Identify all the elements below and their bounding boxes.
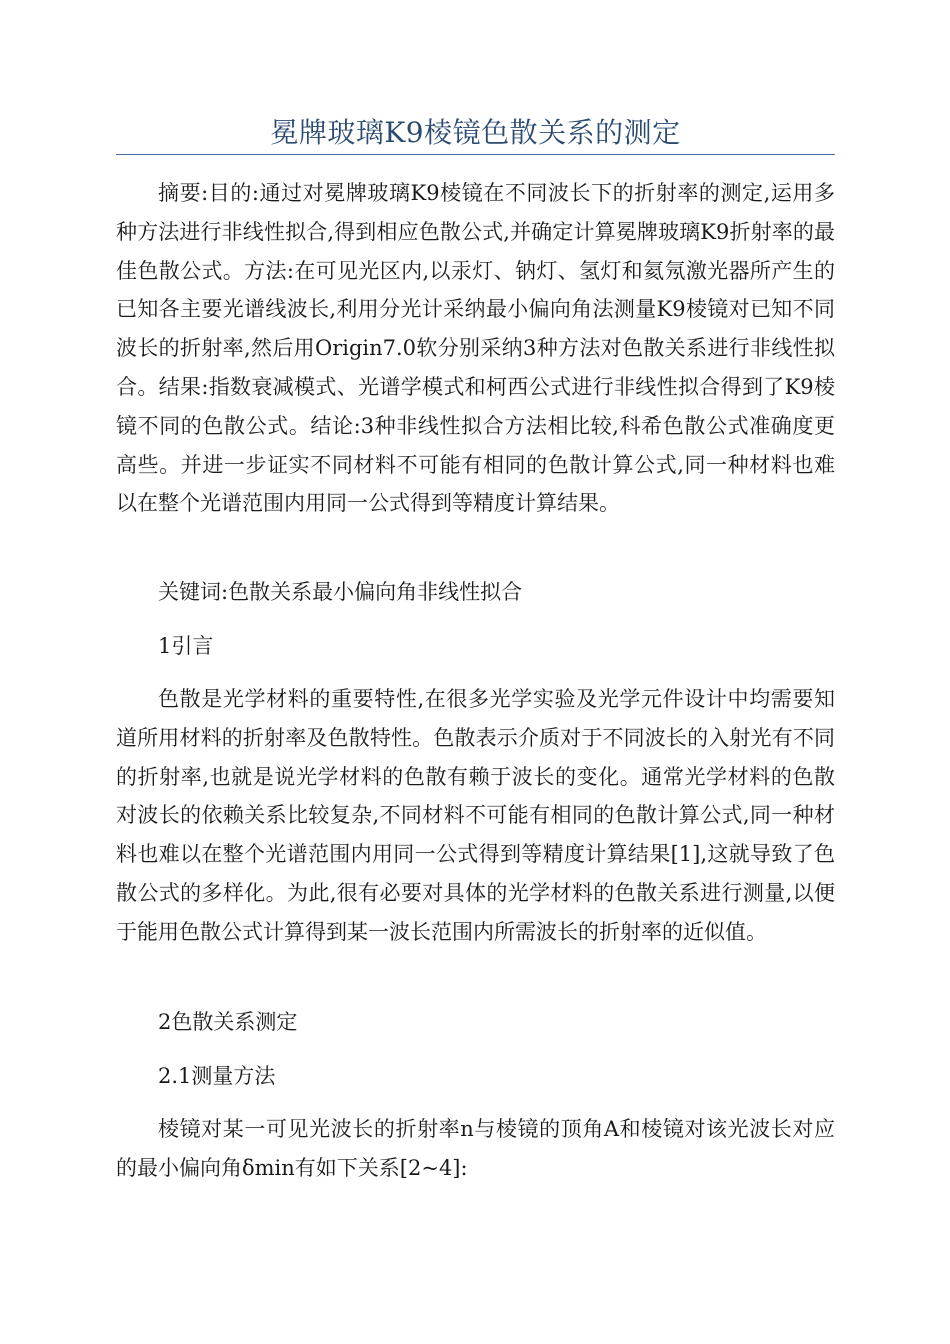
section-2-heading: 2色散关系测定 [158,1010,298,1034]
section-2-1-body [116,1110,835,1188]
section-1-heading: 1引言 [158,634,214,658]
abstract-paragraph: 摘要:目的:通过对冕牌玻璃K9棱镜在不同波长下的折射率的测定,运用多种方法进行非线性拟合,得到相应色散公式,并确定计算冕牌玻璃K9折射率的最佳色散公式。方法:在可见光区内,以汞灯、钠灯、氢灯和氦氖激光器所产生的已知各主要光谱线波长,利用分光计采纳最小偏向角法测量K9棱镜对已知不同波长的折射率,然后用Origin7.0软分别采纳3种方法对色散关系进行非线性拟合。结果:指数衰减模式、光谱学模式和柯西公式进行非线性拟合得到了K9棱镜不同的色散公式。结论:3种非线性拟合方法相比较,科希色散公式准确度更高些。并进一步证实不同材料不可能有相同的色散计算公式,同一种材料也难以在整个光谱范围内用同一公式得到等精度计算结果。 [116,181,835,516]
page-title: 冕牌玻璃K9棱镜色散关系的测定 [270,116,681,149]
section-1-paragraph: 色散是光学材料的重要特性,在很多光学实验及光学元件设计中均需要知道所用材料的折射率及色散特性。色散表示介质对于不同波长的入射光有不同的折射率,也就是说光学材料的色散有赖于波长的变化。通常光学材料的色散对波长的依赖关系比较复杂,不同材料不可能有相同的色散计算公式,同一种材料也难以在整个光谱范围内用同一公式得到等精度计算结果[1],这就导致了色散公式的多样化。为此,很有必要对具体的光学材料的色散关系进行测量,以便于能用色散公式计算得到某一波长范围内所需波长的折射率的近似值。 [116,687,835,944]
section-2-1-paragraph: 棱镜对某一可见光波长的折射率n与棱镜的顶角A和棱镜对该光波长对应的最小偏向角δmin有如下关系[2~4]: [116,1117,835,1180]
title-underline [116,154,835,155]
abstract-block [116,174,835,523]
section-2-1-heading: 2.1测量方法 [158,1064,276,1088]
keywords-line: 关键词:色散关系最小偏向角非线性拟合 [158,580,523,604]
section-1-body [116,680,835,952]
